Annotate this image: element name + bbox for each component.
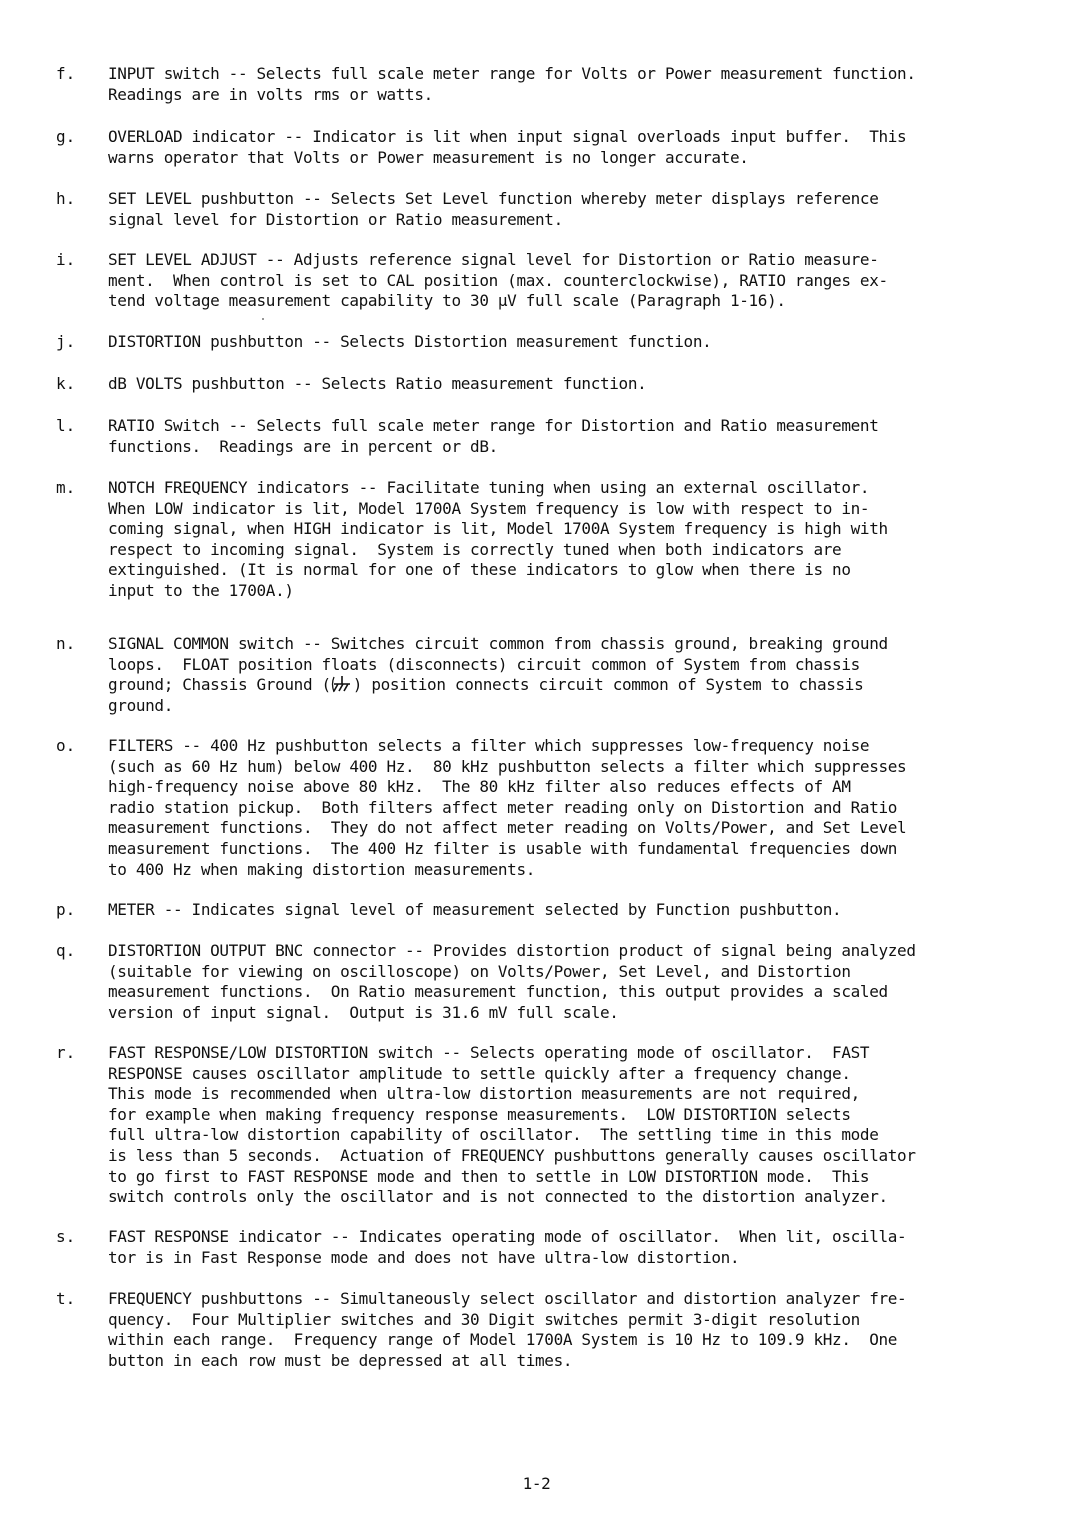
text-segment: version of input signal. Output is 31.6 mV full scale. bbox=[108, 1002, 619, 1022]
text-line bbox=[108, 941, 1018, 962]
text-line bbox=[108, 85, 1018, 106]
item-text bbox=[108, 1227, 1018, 1268]
item-text bbox=[108, 1289, 1018, 1371]
text-line bbox=[108, 332, 1018, 353]
item-text bbox=[108, 332, 1018, 353]
text-segment: measurement functions. They do not affect meter reading on Volts/Power, and Set Level bbox=[108, 818, 907, 838]
text-line bbox=[108, 634, 1018, 655]
item-letter: k. bbox=[56, 374, 76, 393]
text-segment: full ultra-low distortion capability of oscillator. The settling time in this mode bbox=[108, 1125, 879, 1145]
text-line bbox=[108, 798, 1018, 819]
text-line bbox=[108, 437, 1018, 458]
page-number: 1-2 bbox=[522, 1474, 551, 1493]
text-segment: ground; Chassis Ground ( bbox=[108, 675, 331, 695]
text-segment: measurement functions. On Ratio measurement function, this output provides a scaled bbox=[108, 982, 888, 1002]
text-segment: DISTORTION OUTPUT BNC connector -- Provides distortion product of signal being analyzed bbox=[108, 941, 916, 960]
text-segment: extinguished. (It is normal for one of these indicators to glow when there is no bbox=[108, 560, 851, 580]
text-line bbox=[108, 1084, 1018, 1105]
text-line bbox=[108, 416, 1018, 437]
text-segment: measurement functions. The 400 Hz filter is usable with fundamental frequencies down bbox=[108, 838, 898, 858]
item-text bbox=[108, 941, 1018, 1023]
text-segment: FAST RESPONSE/LOW DISTORTION switch -- Selects operating mode of oscillator. FAST bbox=[108, 1043, 870, 1062]
text-line bbox=[108, 962, 1018, 983]
text-line bbox=[108, 860, 1018, 881]
text-line bbox=[108, 271, 1018, 292]
item-letter: q. bbox=[56, 941, 76, 960]
text-line bbox=[108, 1105, 1018, 1126]
text-segment: radio station pickup. Both filters affect meter reading only on Distortion and Ratio bbox=[108, 797, 898, 817]
item-text bbox=[108, 64, 1018, 105]
item-text bbox=[108, 1043, 1018, 1208]
item-text bbox=[108, 416, 1018, 457]
text-segment: (such as 60 Hz hum) below 400 Hz. 80 kHz pushbutton selects a filter which suppresses bbox=[108, 756, 907, 776]
text-segment: coming signal, when HIGH indicator is lit, Model 1700A System frequency is high with bbox=[108, 519, 888, 539]
text-line bbox=[108, 1146, 1018, 1167]
text-segment: ground. bbox=[108, 695, 173, 715]
text-line bbox=[108, 1064, 1018, 1085]
chassis-ground-icon bbox=[331, 675, 353, 693]
item-letter: p. bbox=[56, 900, 76, 919]
text-segment: SET LEVEL ADJUST -- Adjusts reference signal level for Distortion or Ratio measure- bbox=[108, 250, 879, 269]
text-line bbox=[108, 1125, 1018, 1146]
text-line bbox=[108, 839, 1018, 860]
text-line bbox=[108, 818, 1018, 839]
item-text bbox=[108, 250, 1018, 312]
text-segment: FAST RESPONSE indicator -- Indicates operating mode of oscillator. When lit, oscilla- bbox=[108, 1227, 907, 1246]
text-segment: RESPONSE causes oscillator amplitude to settle quickly after a frequency change. bbox=[108, 1063, 851, 1083]
text-line bbox=[108, 696, 1018, 717]
item-letter: o. bbox=[56, 736, 76, 755]
text-line bbox=[108, 675, 1018, 696]
item-letter: h. bbox=[56, 189, 76, 208]
text-segment: is less than 5 seconds. Actuation of FREQUENCY pushbuttons generally causes oscillator bbox=[108, 1145, 916, 1165]
text-line bbox=[108, 540, 1018, 561]
text-segment: SET LEVEL pushbutton -- Selects Set Level function whereby meter displays reference bbox=[108, 189, 879, 208]
text-line bbox=[108, 1043, 1018, 1064]
text-line bbox=[108, 900, 1018, 921]
item-text bbox=[108, 478, 1018, 602]
text-segment: dB VOLTS pushbutton -- Selects Ratio measurement function. bbox=[108, 374, 647, 393]
item-text bbox=[108, 127, 1018, 168]
text-segment: quency. Four Multiplier switches and 30 Digit switches permit 3-digit resolution bbox=[108, 1309, 860, 1329]
stray-mark bbox=[262, 318, 264, 320]
text-line bbox=[108, 64, 1018, 85]
item-letter: i. bbox=[56, 250, 76, 269]
text-line bbox=[108, 1167, 1018, 1188]
item-letter: m. bbox=[56, 478, 76, 497]
item-letter: l. bbox=[56, 416, 76, 435]
text-segment: Readings are in volts rms or watts. bbox=[108, 84, 433, 104]
text-segment: loops. FLOAT position floats (disconnects) circuit common of System from chassis bbox=[108, 654, 860, 674]
text-segment: DISTORTION pushbutton -- Selects Distortion measurement function. bbox=[108, 332, 712, 351]
text-segment: within each range. Frequency range of Model 1700A System is 10 Hz to 109.9 kHz. One bbox=[108, 1330, 898, 1350]
text-segment: to 400 Hz when making distortion measurements. bbox=[108, 859, 536, 879]
item-letter: j. bbox=[56, 332, 76, 351]
text-segment: This mode is recommended when ultra-low distortion measurements are not required, bbox=[108, 1084, 860, 1104]
text-segment: to go first to FAST RESPONSE mode and then to settle in LOW DISTORTION mode. This bbox=[108, 1166, 870, 1186]
text-segment: tend voltage measurement capability to 30 µV full scale (Paragraph 1-16). bbox=[108, 291, 786, 311]
text-segment: high-frequency noise above 80 kHz. The 80 kHz filter also reduces effects of AM bbox=[108, 777, 851, 797]
text-line bbox=[108, 1351, 1018, 1372]
text-line bbox=[108, 560, 1018, 581]
text-line bbox=[108, 581, 1018, 602]
text-line bbox=[108, 374, 1018, 395]
text-segment: signal level for Distortion or Ratio measurement. bbox=[108, 209, 563, 229]
text-segment: OVERLOAD indicator -- Indicator is lit when input signal overloads input buffer. This bbox=[108, 127, 907, 146]
text-line bbox=[108, 1310, 1018, 1331]
text-segment: ment. When control is set to CAL position (max. counterclockwise), RATIO ranges ex- bbox=[108, 270, 888, 290]
text-line bbox=[108, 1003, 1018, 1024]
text-segment: When LOW indicator is lit, Model 1700A System frequency is low with respect to in- bbox=[108, 498, 870, 518]
text-segment: SIGNAL COMMON switch -- Switches circuit common from chassis ground, breaking ground bbox=[108, 634, 888, 653]
text-line bbox=[108, 757, 1018, 778]
item-text bbox=[108, 736, 1018, 880]
text-line bbox=[108, 210, 1018, 231]
text-line bbox=[108, 148, 1018, 169]
item-letter: n. bbox=[56, 634, 76, 653]
text-segment: INPUT switch -- Selects full scale meter range for Volts or Power measurement function. bbox=[108, 64, 916, 83]
item-letter: r. bbox=[56, 1043, 76, 1062]
item-letter: f. bbox=[56, 64, 76, 83]
text-line bbox=[108, 982, 1018, 1003]
item-letter: g. bbox=[56, 127, 76, 146]
text-segment: functions. Readings are in percent or dB. bbox=[108, 436, 498, 456]
text-segment: (suitable for viewing on oscilloscope) on Volts/Power, Set Level, and Distortion bbox=[108, 961, 851, 981]
item-text bbox=[108, 189, 1018, 230]
text-segment: button in each row must be depressed at all times. bbox=[108, 1350, 573, 1370]
text-segment: switch controls only the oscillator and is not connected to the distortion analyzer. bbox=[108, 1187, 888, 1207]
text-line bbox=[108, 1248, 1018, 1269]
text-line bbox=[108, 189, 1018, 210]
text-segment: RATIO Switch -- Selects full scale meter range for Distortion and Ratio measurement bbox=[108, 416, 879, 435]
text-segment: input to the 1700A.) bbox=[108, 580, 294, 600]
text-segment: ) position connects circuit common of System to chassis bbox=[352, 675, 864, 695]
item-text bbox=[108, 374, 1018, 395]
text-segment: NOTCH FREQUENCY indicators -- Facilitate tuning when using an external oscillator. bbox=[108, 478, 870, 497]
text-line bbox=[108, 291, 1018, 312]
text-line bbox=[108, 777, 1018, 798]
text-line bbox=[108, 1330, 1018, 1351]
text-segment: for example when making frequency response measurements. LOW DISTORTION selects bbox=[108, 1104, 851, 1124]
item-text bbox=[108, 900, 1018, 921]
text-line bbox=[108, 478, 1018, 499]
text-line bbox=[108, 127, 1018, 148]
item-letter: t. bbox=[56, 1289, 76, 1308]
text-segment: FREQUENCY pushbuttons -- Simultaneously select oscillator and distortion analyzer fre- bbox=[108, 1289, 907, 1308]
text-segment: FILTERS -- 400 Hz pushbutton selects a filter which suppresses low-frequency noise bbox=[108, 736, 870, 755]
text-segment: warns operator that Volts or Power measurement is no longer accurate. bbox=[108, 147, 749, 167]
text-line bbox=[108, 499, 1018, 520]
text-segment: METER -- Indicates signal level of measurement selected by Function pushbutton. bbox=[108, 900, 842, 919]
text-segment: tor is in Fast Response mode and does not have ultra-low distortion. bbox=[108, 1247, 740, 1267]
text-line bbox=[108, 1227, 1018, 1248]
item-letter: s. bbox=[56, 1227, 76, 1246]
item-text bbox=[108, 634, 1018, 716]
text-line bbox=[108, 250, 1018, 271]
text-line bbox=[108, 1187, 1018, 1208]
text-line bbox=[108, 519, 1018, 540]
text-segment: respect to incoming signal. System is correctly tuned when both indicators are bbox=[108, 539, 842, 559]
text-line bbox=[108, 1289, 1018, 1310]
text-line bbox=[108, 655, 1018, 676]
text-line bbox=[108, 736, 1018, 757]
